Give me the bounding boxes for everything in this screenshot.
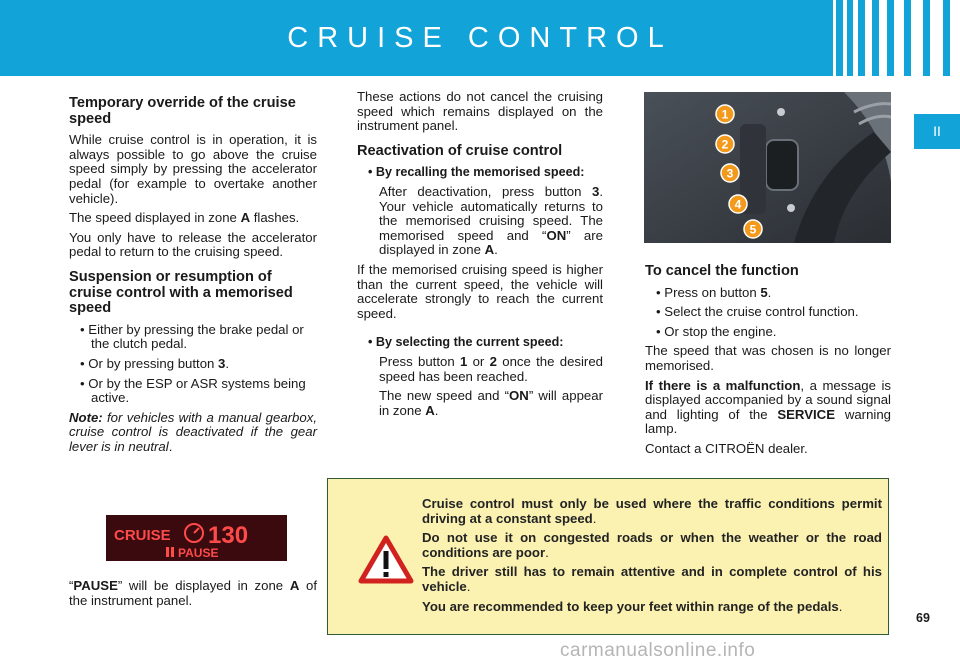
left-column [69,90,317,459]
section-heading: To cancel the function [645,263,799,279]
bullet-item: • Or by pressing button 3. [80,355,230,371]
bullet-item: • Or by the ESP or ASR systems being active. [80,375,306,406]
header-bar [0,0,960,76]
paragraph: The new speed and “ON” will appear in zone A. [379,388,603,418]
svg-text:1: 1 [721,107,729,122]
marker-3 [720,163,740,188]
right-column [645,258,891,462]
paragraph: Contact a CITROËN dealer. [645,440,808,456]
warning-text [422,497,882,619]
warning-box [327,478,889,635]
paragraph: The speed that was chosen is no longer memorised. [645,343,891,373]
bullet-item: • By recalling the memorised speed: [368,165,585,180]
marker-1 [715,104,735,129]
svg-text:3: 3 [726,166,734,181]
warning-triangle-icon [358,535,414,590]
steering-controls-image [644,92,891,243]
lcd-display-image [106,515,287,561]
warning-paragraph: You are recommended to keep your feet within range of the pedals. [422,598,843,614]
section-heading: Temporary override of the cruise speed [69,95,296,127]
svg-text:5: 5 [749,222,757,237]
paragraph: After deactivation, press button 3. Your vehicle automatically returns to the memorised cruising speed. The memorised speed and “ON” are displayed in zone A. [379,183,603,258]
note: Note: for vehicles with a manual gearbox, cruise control is deactivated if the gear lever is in neutral. [69,409,317,454]
lcd-graphic [106,515,287,561]
lcd-speed-text: 130 [208,522,249,549]
warning-paragraph: The driver still has to remain attentive and in complete control of his vehicle. [422,564,882,594]
paragraph: The speed displayed in zone A flashes. [69,210,300,226]
paragraph: While cruise control is in operation, it is always possible to go above the cruise speed simply by pressing the accelerator pedal (for example to overtake another vehicle). [69,132,317,206]
marker-5 [743,219,763,243]
pause-icon [166,547,169,557]
svg-text:4: 4 [734,197,742,212]
section-heading: Reactivation of cruise control [357,142,563,159]
warning-paragraph: Do not use it on congested roads or when the weather or the road conditions are poor. [422,530,882,560]
paragraph: If there is a malfunction, a message is displayed accompanied by a sound signal and lighting of the SERVICE warning lamp. [645,377,891,437]
chapter-tab[interactable]: II [914,114,960,149]
marker-2 [715,134,735,159]
svg-text:2: 2 [721,137,729,152]
paragraph: These actions do not cancel the cruising speed which remains displayed on the instrument panel. [357,89,603,134]
paragraph: If the memorised cruising speed is higher than the current speed, the vehicle will accelerate strongly to reach the current speed. [357,261,603,321]
lcd-cruise-text: CRUISE [114,527,171,544]
section-heading: Suspension or resumption of cruise control with a memorised speed [69,268,293,317]
page-number: 69 [916,611,930,625]
bullet-item: • Select the cruise control function. [656,304,859,320]
lcd-pause-text: PAUSE [178,546,219,560]
paragraph: You only have to release the accelerator pedal to return to the cruising speed. [69,229,317,260]
bullet-item: • Either by pressing the brake pedal or the clutch pedal. [80,321,304,352]
bullet-item: • Press on button 5. [656,284,772,300]
cruise-stalk [766,140,798,190]
bullet-item: • By selecting the current speed: [368,335,564,350]
bullet-item: • Or stop the engine. [656,323,777,339]
marker-4 [728,194,748,219]
warning-paragraph: Cruise control must only be used where the traffic conditions permit driving at a constant speed. [422,496,882,526]
middle-column [357,90,603,423]
footer-watermark[interactable]: carmanualsonline.info [560,640,756,661]
lcd-caption: “PAUSE” will be displayed in zone A of the instrument panel. [69,578,318,608]
paragraph: Press button 1 or 2 once the desired speed has been reached. [379,353,603,384]
steering-controls-graphic [644,92,891,243]
page-title: CRUISE CONTROL [287,22,673,54]
